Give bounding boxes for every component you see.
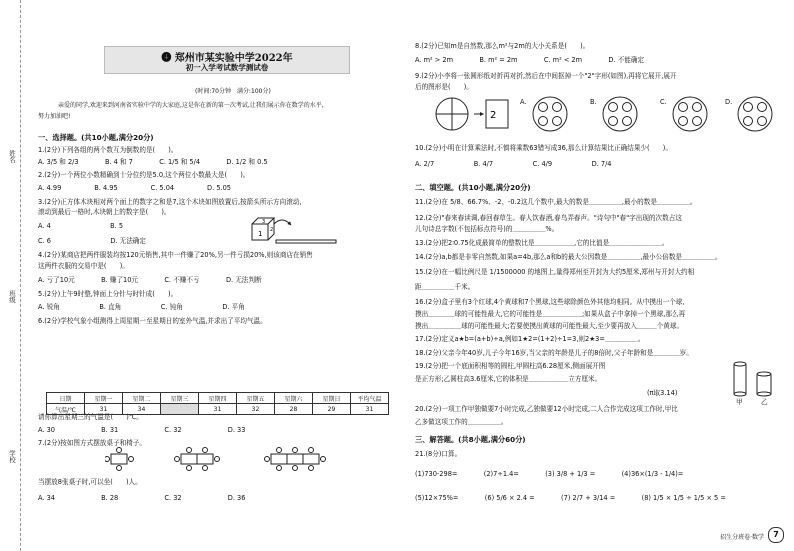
right-line-12: 15.(2分)在一幅比例尺是 1/1500000 的地图上,量得郑州至开封为大约5厘米,郑州与开封大约相: [415, 268, 695, 276]
cylinder-label-b: 乙: [761, 398, 768, 406]
chair-shape: [309, 466, 314, 471]
table-shape: [303, 454, 319, 464]
left-line-4: A. 4.99 B. 4.95 C. 5.04 D. 5.05: [38, 184, 231, 192]
right-line-15: 摸出＿＿＿＿球的可能性最大,它的可能性是＿＿＿＿＿＿;如果从盒子中拿掉一个黑球,那么再: [415, 310, 686, 318]
right-line-24: 三、解答题。(共8小题,满分60分): [415, 435, 526, 444]
chair-shape: [293, 448, 298, 453]
table-cell: 32: [237, 404, 275, 415]
left-line-16: A. 30 B. 31 C. 32 D. 33: [38, 426, 246, 434]
svg-text:1: 1: [258, 230, 263, 238]
exam-subtitle: 初一入学考试数学测试卷: [185, 63, 269, 72]
cube-roll-figure: [250, 214, 340, 244]
right-line-16: 摸出＿＿＿＿＿球的可能性最大;若要使摸出黄球的可能性最大,至少要再放入＿＿＿个黄球。: [415, 322, 684, 330]
left-line-8: C. 6 D. 无法确定: [38, 237, 146, 245]
name-label: 姓名: [8, 150, 16, 163]
right-line-20: 是正方形;乙圆柱高3.6厘米,它的体积是＿＿＿＿＿＿立方厘米。: [415, 375, 602, 383]
table-cell: 31: [351, 404, 389, 415]
option-sub-circle: [693, 103, 702, 112]
exam-title: ❹ 郑州市某实验中学2022年: [161, 53, 293, 64]
chair-shape: [277, 448, 282, 453]
left-line-6: 滚动到最后一格时,木块朝上的数字是( )。: [38, 208, 171, 216]
table-header-cell: 星期一: [85, 393, 123, 404]
right-line-10: 13.(2分)把2∶0.75化成最简单的整数比是＿＿＿＿＿＿,它的比值是＿＿＿＿＿＿＿＿。: [415, 239, 669, 247]
chair-shape: [277, 466, 282, 471]
school-label: 学校: [8, 450, 16, 463]
right-line-21: (π取3.14): [647, 389, 678, 397]
right-line-5: A. 2/7 B. 4/7 C. 4/9 D. 7/4: [415, 160, 612, 168]
left-line-18: 当摆放8张桌子时,可以坐( )人。: [38, 478, 142, 486]
option-sub-circle: [623, 117, 632, 126]
left-line-2: A. 3/5 和 2/3 B. 4 和 7 C. 1/5 和 5/4 D. 1/2 和 0.5: [38, 158, 268, 166]
right-line-25: 21.(8分)口算。: [415, 450, 462, 458]
option-sub-circle: [758, 103, 767, 112]
left-line-11: A. 亏了10元 B. 赚了10元 C. 不赚不亏 D. 无法判断: [38, 276, 262, 284]
chair-shape: [187, 448, 192, 453]
left-line-0: 一、选择题。(共10小题,满分20分): [38, 133, 154, 142]
title-banner: [104, 46, 350, 74]
table-header-cell: 星期二: [123, 393, 161, 404]
right-line-4: 10.(2分)小明在计算乘法时,不慎将乘数63错写成36,那么计算结果比正确结果少( )。: [415, 144, 672, 152]
right-line-2: 9.(2分)小李将一张圆形纸对折再对折,然后在中间抠掉一个"2"字形(如图),再将它展开,展开: [415, 72, 677, 80]
left-line-1: 1.(2分)下列各组的两个数互为倒数的是( )。: [38, 146, 178, 154]
chair-shape: [175, 457, 180, 462]
chair-shape: [117, 448, 122, 453]
table-cell: 气温/℃: [47, 404, 85, 415]
chair-shape: [293, 466, 298, 471]
table-header-cell: 平均气温: [351, 393, 389, 404]
left-line-14: 6.(2分)学校气象小组测得上周星期一至星期日的室外气温,并求出了平均气温。: [38, 317, 267, 325]
option-sub-circle: [539, 117, 548, 126]
option-sub-circle: [693, 117, 702, 126]
chair-shape: [215, 457, 220, 462]
option-sub-circle: [609, 103, 618, 112]
right-line-27: (5)12×75%= (6) 5/6 × 2.4 = (7) 2/7 + 3/14 = (8) 1/5 × 1/5 ÷ 1/5 × 5 =: [415, 494, 726, 502]
page-number: 7: [768, 527, 784, 543]
intro-line-2: 努力加油吧!: [38, 113, 71, 120]
option-circle: [533, 97, 567, 131]
right-line-6: 二、填空题。(共10小题,满分20分): [415, 183, 531, 192]
right-line-1: A. m² > 2m B. m² = 2m C. m² < 2m D. 不能确定: [415, 56, 645, 64]
left-line-3: 2.(2分)一个两位小数精确到十分位约是5.0,这个两位小数最大是( )。: [38, 171, 250, 179]
right-line-19: 19.(2分)把一个底面积相等的圆柱,甲圆柱高6.28厘米,侧面展开图: [415, 362, 606, 370]
option-circle: [603, 97, 637, 131]
right-line-9: 儿句诗总字数(不包括标点符号)的＿＿＿＿＿%。: [415, 225, 559, 233]
left-line-15: 请你算出星期三的气温是( )℃。: [38, 413, 143, 421]
left-line-7: A. 4 B. 5: [38, 222, 124, 230]
q9-option-label: B.: [590, 98, 597, 106]
temperature-table: [46, 392, 389, 415]
table-cell: [161, 404, 199, 415]
table-header-cell: 星期六: [275, 393, 313, 404]
right-line-22: 20.(2分)一项工作甲独做要7小时完成,乙独做要12小时完成,二人合作完成这项工作时,甲比: [415, 405, 678, 413]
chair-shape: [203, 448, 208, 453]
intro-line-1: 亲爱的同学,欢迎来到河南省实验中学的大家庭,这是你在新的第一次考试,让我们展示你在数学的水平,: [58, 102, 324, 109]
option-sub-circle: [553, 117, 562, 126]
binding-line: [20, 0, 22, 551]
chair-shape: [265, 457, 270, 462]
chair-shape: [129, 457, 134, 462]
right-line-7: 11.(2分)在 5/8、66.7%、-2、-0.2这几个数中,最大的数是＿＿＿＿＿,最小的数是＿＿＿＿＿。: [415, 198, 697, 206]
option-circle: [673, 97, 707, 131]
svg-text:2: 2: [270, 227, 274, 233]
tables-chairs-figure: [105, 446, 350, 474]
footer-label: 招生分班卷·数学: [720, 534, 764, 541]
right-line-0: 8.(2分)已知m是自然数,那么m²与2m的大小关系是( )。: [415, 42, 590, 50]
table-header-cell: 星期四: [199, 393, 237, 404]
table-cell: 28: [275, 404, 313, 415]
chair-shape: [309, 448, 314, 453]
q9-option-label: D.: [725, 98, 733, 106]
svg-text:3: 3: [262, 219, 266, 225]
option-sub-circle: [744, 117, 753, 126]
left-line-17: 7.(2分)按如图方式摆放桌子和椅子。: [38, 439, 146, 447]
left-line-13: A. 锐角 B. 直角 C. 钝角 D. 平角: [38, 303, 245, 311]
left-line-19: A. 34 B. 28 C. 32 D. 36: [38, 494, 246, 502]
cylinders-figure: [730, 360, 780, 402]
right-line-14: 16.(2分)盒子里有3个红球,4个黄球和7个黑球,这些球除颜色外其他均相同。从中摸出一个球,: [415, 298, 685, 306]
q9-option-label: C.: [660, 98, 667, 106]
chair-shape: [321, 457, 326, 462]
chair-shape: [187, 466, 192, 471]
option-sub-circle: [744, 103, 753, 112]
chair-shape: [203, 466, 208, 471]
table-cell: 31: [85, 404, 123, 415]
option-sub-circle: [679, 103, 688, 112]
right-line-23: 乙多做这项工作的＿＿＿＿＿。: [415, 418, 508, 426]
table-cell: 29: [313, 404, 351, 415]
cylinder-label-a: 甲: [736, 398, 743, 406]
right-line-18: 18.(2分)父亲今年40岁,儿子今年16岁,当父亲的年龄是儿子的8倍时,父子年龄和是＿＿＿＿岁。: [415, 349, 693, 357]
table-shape: [197, 454, 213, 464]
right-line-8: 12.(2分)"春来春读调,春回春草生。春人饮春酒,春鸟弄春声。"诗句中"春"字出现的次数占这: [415, 214, 682, 222]
table-shape: [181, 454, 197, 464]
left-line-10: 这两件衣服的交易中是( )。: [38, 262, 129, 270]
table-shape: [111, 454, 127, 464]
option-sub-circle: [553, 103, 562, 112]
table-header-cell: 星期日: [313, 393, 351, 404]
svg-text:2: 2: [490, 110, 497, 121]
table-header-cell: 星期三: [161, 393, 199, 404]
table-shape: [271, 454, 287, 464]
table-header-cell: 日期: [47, 393, 85, 404]
left-line-12: 5.(2分)上午9时整,钟面上分针与时针成( )。: [38, 290, 178, 298]
option-circle: [738, 97, 772, 131]
chair-shape: [105, 457, 110, 462]
table-header-cell: 星期五: [237, 393, 275, 404]
right-line-26: (1)730-298= (2)7÷1.4= (3) 3/8 + 1/3 = (4)36×(1/3 - 1/4)=: [415, 470, 684, 478]
option-sub-circle: [609, 117, 618, 126]
table-cell: 31: [199, 404, 237, 415]
right-line-3: 后的图形是( )。: [415, 83, 473, 91]
right-line-17: 17.(2分)定义a★b=(a+b)÷a,例如1★2=(1+2)÷1=3,则2★3=＿＿＿＿＿。: [415, 335, 645, 343]
table-cell: 34: [123, 404, 161, 415]
right-line-13: 距＿＿＿＿＿千米。: [415, 283, 475, 291]
option-sub-circle: [758, 117, 767, 126]
chair-shape: [117, 466, 122, 471]
left-line-5: 3.(2分)正方体木块相对两个面上的数字之和是7,这个木块如图放置后,按箭头所示方向滚动,: [38, 198, 302, 206]
right-line-11: 14.(2分)a,b都是非零自然数,如果a=4b,那么a和b的最大公因数是＿＿＿＿＿,最小公倍数是＿＿＿＿＿。: [415, 253, 722, 261]
option-sub-circle: [623, 103, 632, 112]
q9-option-label: A.: [520, 98, 527, 106]
table-shape: [287, 454, 303, 464]
option-sub-circle: [679, 117, 688, 126]
left-line-9: 4.(2分)某商店把两件服装均按120元销售,其中一件赚了20%,另一件亏损20%,则该商店在销售: [38, 251, 313, 259]
option-sub-circle: [539, 103, 548, 112]
exam-meta: (时间:70分钟 满分:100分): [195, 88, 271, 95]
class-label: 班级: [8, 290, 16, 303]
